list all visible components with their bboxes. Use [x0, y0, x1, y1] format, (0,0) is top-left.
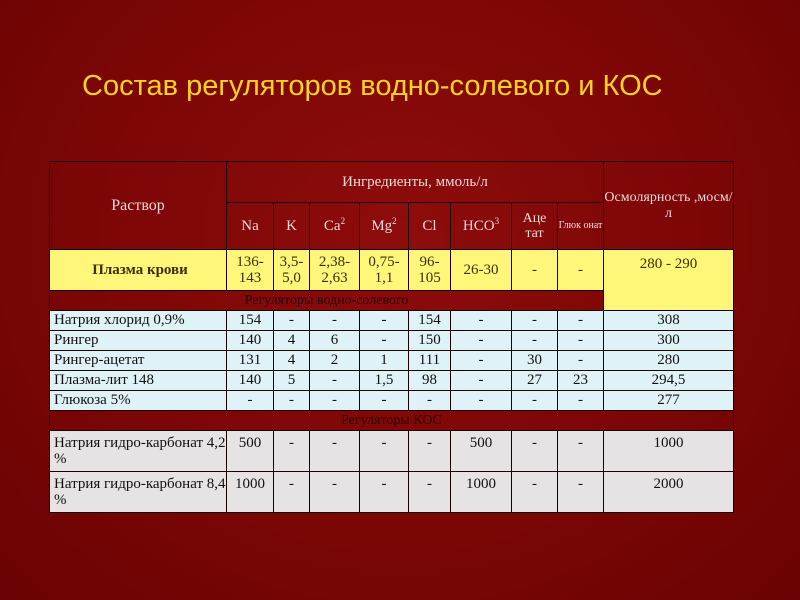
- row-value: 1,5: [360, 371, 409, 391]
- row-value: 2: [310, 351, 360, 371]
- row-value: -: [451, 391, 512, 411]
- row-value: -: [512, 331, 558, 351]
- table-row: [50, 331, 734, 351]
- row-value: -: [310, 311, 360, 331]
- header-col-0: [227, 203, 274, 250]
- row-value: -: [360, 431, 409, 472]
- table-row: [50, 371, 734, 391]
- row-value: 6: [310, 331, 360, 351]
- header-ingredients: Ингредиенты, ммоль/л: [227, 162, 604, 203]
- plasma-value: 26-30: [451, 250, 512, 291]
- row-value: 500: [227, 431, 274, 472]
- row-value: -: [558, 311, 604, 331]
- header-col-label: Глюк онат: [558, 219, 603, 231]
- row-value: -: [512, 391, 558, 411]
- row-value: 1000: [451, 472, 512, 513]
- row-value: 154: [227, 311, 274, 331]
- header-solution: Раствор: [50, 162, 227, 250]
- row-value: -: [274, 431, 310, 472]
- row-value: -: [558, 391, 604, 411]
- row-name: Натрия хлорид 0,9%: [50, 311, 227, 331]
- header-col-3: [360, 203, 409, 250]
- row-value: 500: [451, 431, 512, 472]
- row-value: 5: [274, 371, 310, 391]
- plasma-value: 0,75-1,1: [360, 250, 409, 291]
- row-value: 131: [227, 351, 274, 371]
- header-col-label: Na: [241, 217, 259, 234]
- table-row: [50, 431, 734, 472]
- row-value: -: [409, 391, 451, 411]
- header-col-2: [310, 203, 360, 250]
- row-value: -: [310, 472, 360, 513]
- table-row: [50, 351, 734, 371]
- row-osmolarity: 308: [604, 311, 734, 331]
- table-row: [50, 472, 734, 513]
- row-value: -: [512, 472, 558, 513]
- row-value: -: [451, 351, 512, 371]
- row-name: Рингер: [50, 331, 227, 351]
- row-value: -: [310, 391, 360, 411]
- section-water-salt-label: Регуляторы водно-солевого: [50, 291, 604, 311]
- header-col-label: Ca: [323, 218, 341, 235]
- row-value: -: [512, 311, 558, 331]
- row-value: -: [558, 331, 604, 351]
- row-value: 111: [409, 351, 451, 371]
- row-name: Натрия гидро-карбонат 8,4 %: [50, 472, 227, 513]
- row-value: -: [360, 311, 409, 331]
- row-value: 4: [274, 351, 310, 371]
- row-value: 140: [227, 331, 274, 351]
- header-col-label: Аце тат: [522, 210, 547, 241]
- row-osmolarity: 1000: [604, 431, 734, 472]
- header-osmolarity: Осмолярность ,мосм/л: [604, 162, 734, 250]
- row-value: -: [451, 331, 512, 351]
- row-osmolarity: 2000: [604, 472, 734, 513]
- row-value: -: [409, 431, 451, 472]
- row-value: -: [360, 472, 409, 513]
- row-value: -: [558, 431, 604, 472]
- header-col-sup: 2: [340, 216, 346, 227]
- plasma-value: 136-143: [227, 250, 274, 291]
- row-name: Натрия гидро-карбонат 4,2 %: [50, 431, 227, 472]
- plasma-osmolarity: 280 - 290: [604, 250, 734, 311]
- row-value: 4: [274, 331, 310, 351]
- row-value: -: [310, 371, 360, 391]
- plasma-name: Плазма крови: [50, 250, 227, 291]
- row-value: 30: [512, 351, 558, 371]
- plasma-value: 3,5-5,0: [274, 250, 310, 291]
- row-value: -: [360, 391, 409, 411]
- row-value: 1000: [227, 472, 274, 513]
- slide-title: Состав регуляторов водно-солевого и КОС: [82, 70, 663, 102]
- row-value: -: [451, 311, 512, 331]
- composition-table: [49, 161, 734, 513]
- header-col-label: HCO: [462, 218, 495, 235]
- row-value: 140: [227, 371, 274, 391]
- table-row: [50, 311, 734, 331]
- plasma-value: 96-105: [409, 250, 451, 291]
- row-value: 150: [409, 331, 451, 351]
- row-value: -: [274, 472, 310, 513]
- row-value: 154: [409, 311, 451, 331]
- row-value: -: [558, 472, 604, 513]
- row-name: Глюкоза 5%: [50, 391, 227, 411]
- header-col-7: [558, 203, 604, 250]
- row-value: 23: [558, 371, 604, 391]
- header-col-sup: 2: [392, 216, 397, 227]
- row-value: 27: [512, 371, 558, 391]
- header-col-label: K: [286, 217, 297, 234]
- header-col-label: Cl: [422, 217, 437, 234]
- section-acid-base: [50, 411, 734, 431]
- row-value: -: [558, 351, 604, 371]
- header-col-6: [512, 203, 558, 250]
- row-value: -: [360, 331, 409, 351]
- row-name: Рингер-ацетат: [50, 351, 227, 371]
- row-osmolarity: 280: [604, 351, 734, 371]
- row-value: -: [512, 431, 558, 472]
- row-value: -: [451, 371, 512, 391]
- section-acid-base-label: Регуляторы КОС: [50, 411, 734, 431]
- header-col-5: [451, 203, 512, 250]
- row-osmolarity: 277: [604, 391, 734, 411]
- row-name: Плазма-лит 148: [50, 371, 227, 391]
- header-col-4: [409, 203, 451, 250]
- plasma-value: 2,38-2,63: [310, 250, 360, 291]
- row-value: -: [274, 391, 310, 411]
- row-value: -: [409, 472, 451, 513]
- row-value: -: [227, 391, 274, 411]
- row-value: 1: [360, 351, 409, 371]
- row-value: 98: [409, 371, 451, 391]
- header-col-label: Mg: [371, 218, 393, 235]
- row-value: -: [310, 431, 360, 472]
- row-osmolarity: 300: [604, 331, 734, 351]
- plasma-value: -: [558, 250, 604, 291]
- table-row: [50, 391, 734, 411]
- row-osmolarity: 294,5: [604, 371, 734, 391]
- header-col-1: [274, 203, 310, 250]
- row-value: -: [274, 311, 310, 331]
- header-col-sup: 3: [494, 216, 500, 227]
- plasma-value: -: [512, 250, 558, 291]
